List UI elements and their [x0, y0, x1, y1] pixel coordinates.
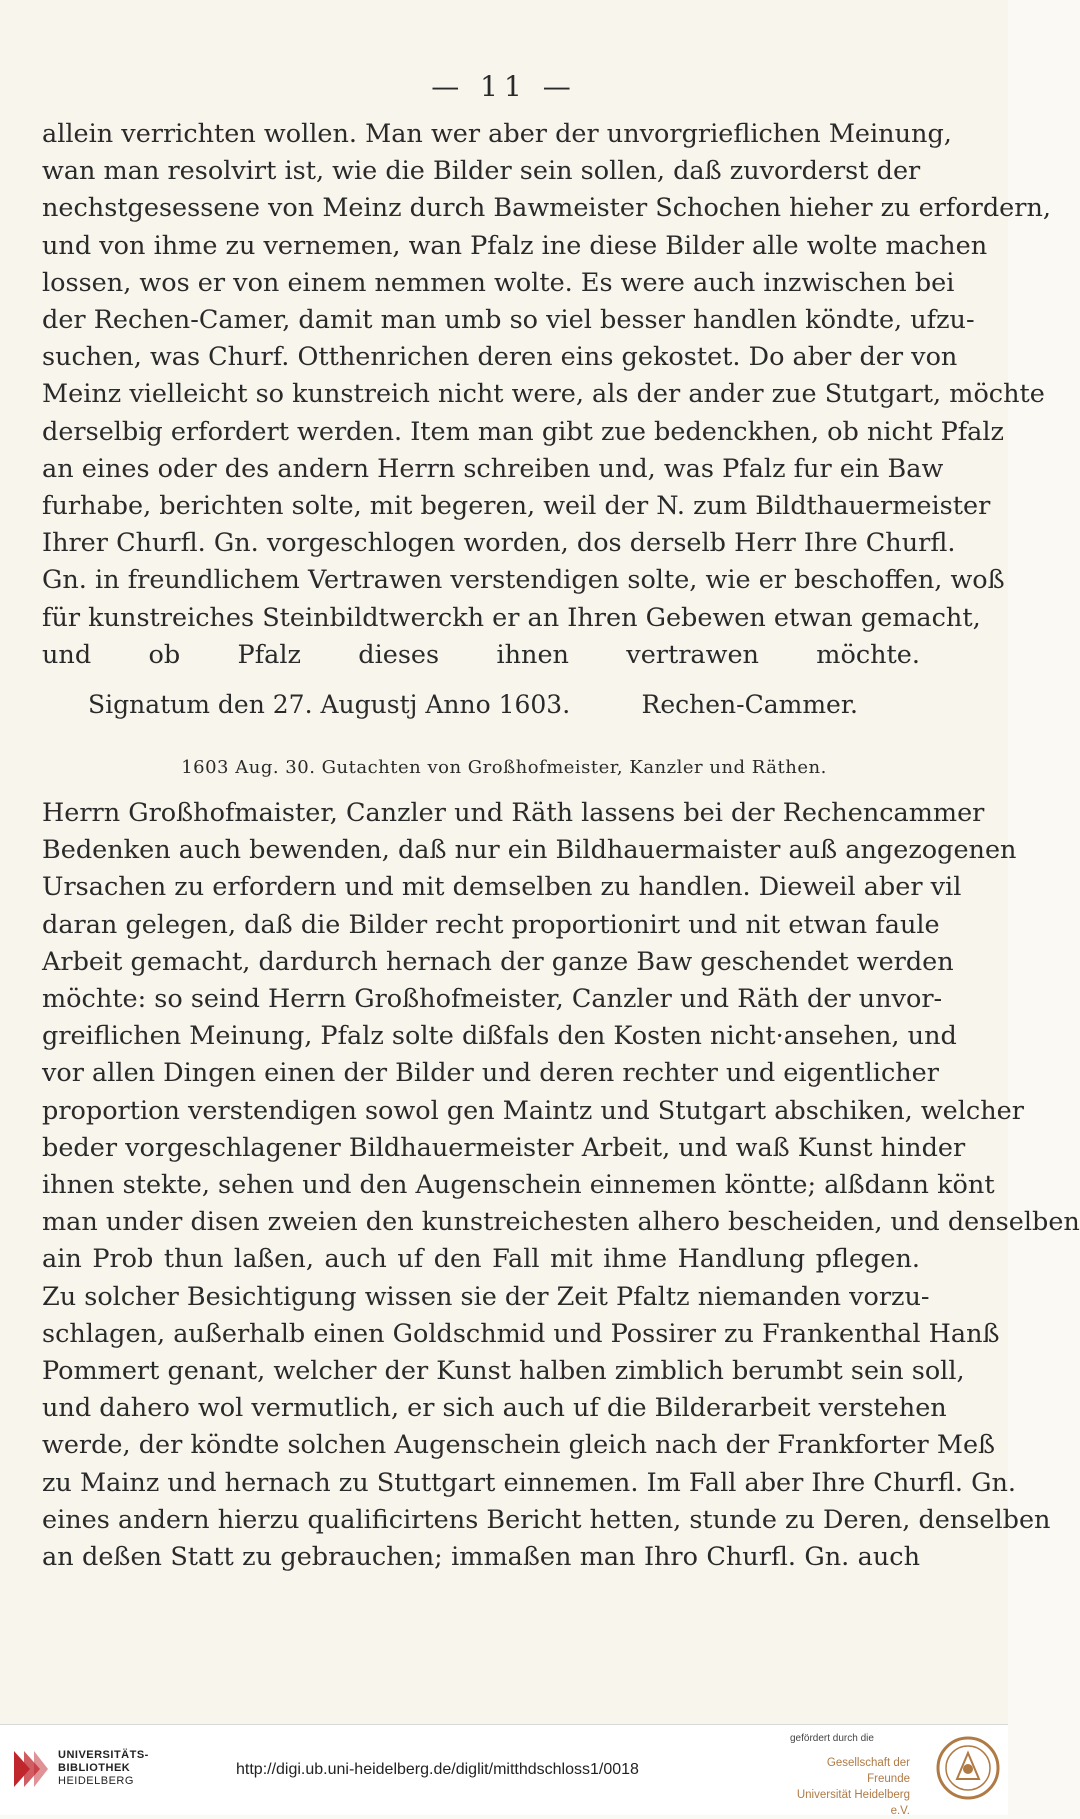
text-line: eines andern hierzu qualificirtens Bericht hetten, stunde zu Deren, denselben — [42, 1504, 1051, 1535]
text-line: an eines oder des andern Herrn schreiben und, was Pfalz fur ein Baw — [42, 453, 944, 484]
text-line: Pommert genant, welcher der Kunst halben zimblich berumbt sein soll, — [42, 1356, 965, 1387]
text-line: Gn. in freundlichem Vertrawen verstendigen solte, wie er beschoffen, woß — [42, 565, 1005, 596]
university-library-logo-icon[interactable] — [10, 1747, 50, 1793]
library-name[interactable] — [58, 1749, 149, 1788]
signature-line — [88, 690, 858, 719]
text-line: greiflichen Meinung, Pfalz solte dißfals den Kosten nicht·ansehen, und — [42, 1021, 957, 1052]
society-name-line: Universität Heidelberg e.V. — [796, 1789, 910, 1817]
section-heading: 1603 Aug. 30. Gutachten von Großhofmeister, Kanzler und Räthen. — [181, 757, 827, 778]
text-line: furhabe, berichten solte, mit begeren, weil der N. zum Bildthauermeister — [42, 491, 991, 522]
library-name-line: UNIVERSITÄTS- — [58, 1749, 149, 1761]
text-line: werde, der köndte solchen Augenschein gleich nach der Frankforter Meß — [42, 1430, 996, 1461]
text-line: möchte: so seind Herrn Großhofmeister, Canzler und Räth der unvor- — [42, 984, 943, 1015]
text-line: Arbeit gemacht, dardurch hernach der ganze Baw geschendet werden — [42, 946, 954, 977]
text-line: allein verrichten wollen. Man wer aber der unvorgrieflichen Meinung, — [42, 119, 952, 149]
library-name-line: HEIDELBERG — [58, 1775, 134, 1787]
society-name-line: Gesellschaft der Freunde — [826, 1757, 910, 1785]
text-line: Herrn Großhofmaister, Canzler und Räth lassens bei der Rechencammer — [42, 798, 985, 828]
text-line: Bedenken auch bewenden, daß nur ein Bildhauermaister auß angezogenen — [42, 835, 1017, 866]
text-line: Meinz vielleicht so kunstreich nicht were, als der ander zue Stutgart, möchte — [42, 379, 1045, 410]
library-name-line: BIBLIOTHEK — [58, 1762, 131, 1774]
text-line: und von ihme zu vernemen, wan Pfalz ine diese Bilder alle wolte machen — [42, 230, 988, 261]
text-line: und ob Pfalz dieses ihnen vertrawen möchte. — [42, 639, 920, 670]
text-line: suchen, was Churf. Otthenrichen deren eins gekostet. Do aber der von — [42, 342, 958, 373]
text-line: nechstgesessene von Meinz durch Bawmeister Schochen hieher zu erfordern, — [42, 193, 1051, 224]
signature-date: Signatum den 27. Augustj Anno 1603. — [88, 690, 571, 719]
text-line: proportion verstendigen sowol gen Maintz und Stutgart abschiken, welcher — [42, 1095, 1024, 1126]
text-line: daran gelegen, daß die Bilder recht proportionirt und nit etwan faule — [42, 909, 940, 940]
text-line: der Rechen-Camer, damit man umb so viel besser handlen köndte, ufzu- — [42, 305, 975, 336]
text-line: Ihrer Churfl. Gn. vorgeschlogen worden, dos derselb Herr Ihre Churfl. — [42, 528, 956, 559]
text-line: ain Prob thun laßen, auch uf den Fall mit ihme Handlung pflegen. — [42, 1244, 920, 1275]
text-line: schlagen, außerhalb einen Goldschmid und Possirer zu Frankenthal Hanß — [42, 1318, 1000, 1349]
text-line: man under disen zweien den kunstreichesten alhero bescheiden, und denselben — [42, 1207, 1080, 1238]
text-line: Zu solcher Besichtigung wissen sie der Zeit Pfaltz niemanden vorzu- — [42, 1281, 930, 1312]
text-line: Ursachen zu erfordern und mit demselben zu handlen. Dieweil aber vil — [42, 872, 962, 903]
supported-by-label: gefördert durch die — [790, 1733, 874, 1744]
text-line: wan man resolvirt ist, wie die Bilder sein sollen, daß zuvorderst der — [42, 156, 921, 187]
text-line: ihnen stekte, sehen und den Augenschein einnemen köntte; alßdann könt — [42, 1170, 995, 1201]
signature-authority: Rechen-Cammer. — [641, 690, 858, 719]
text-line: derselbig erfordert werden. Item man gibt zue bedenckhen, ob nicht Pfalz — [42, 416, 1004, 447]
society-name[interactable] — [782, 1755, 910, 1819]
text-line: an deßen Statt zu gebrauchen; immaßen man Ihro Churfl. Gn. auch — [42, 1542, 920, 1573]
paragraph-opinion — [42, 795, 1080, 1576]
footer-bar — [0, 1724, 1008, 1815]
text-line: für kunstreiches Steinbildtwerckh er an Ihren Gebewen etwan gemacht, — [42, 602, 981, 633]
page-number: — 11 — — [431, 70, 577, 103]
source-url-link[interactable]: http://digi.ub.uni-heidelberg.de/diglit/mitthdschloss1/0018 — [236, 1761, 639, 1778]
paragraph-letter — [42, 116, 1051, 674]
text-line: und dahero wol vermutlich, er sich auch uf die Bilderarbeit verstehen — [42, 1393, 947, 1424]
text-line: zu Mainz und hernach zu Stuttgart einnemen. Im Fall aber Ihre Churfl. Gn. — [42, 1467, 1016, 1498]
text-line: lossen, wos er von einem nemmen wolte. Es were auch inzwischen bei — [42, 267, 955, 298]
text-line: beder vorgeschlagener Bildhauermeister Arbeit, und waß Kunst hinder — [42, 1132, 966, 1163]
university-seal-icon[interactable] — [935, 1735, 1001, 1801]
text-line: vor allen Dingen einen der Bilder und deren rechter und eigentlicher — [42, 1058, 939, 1089]
